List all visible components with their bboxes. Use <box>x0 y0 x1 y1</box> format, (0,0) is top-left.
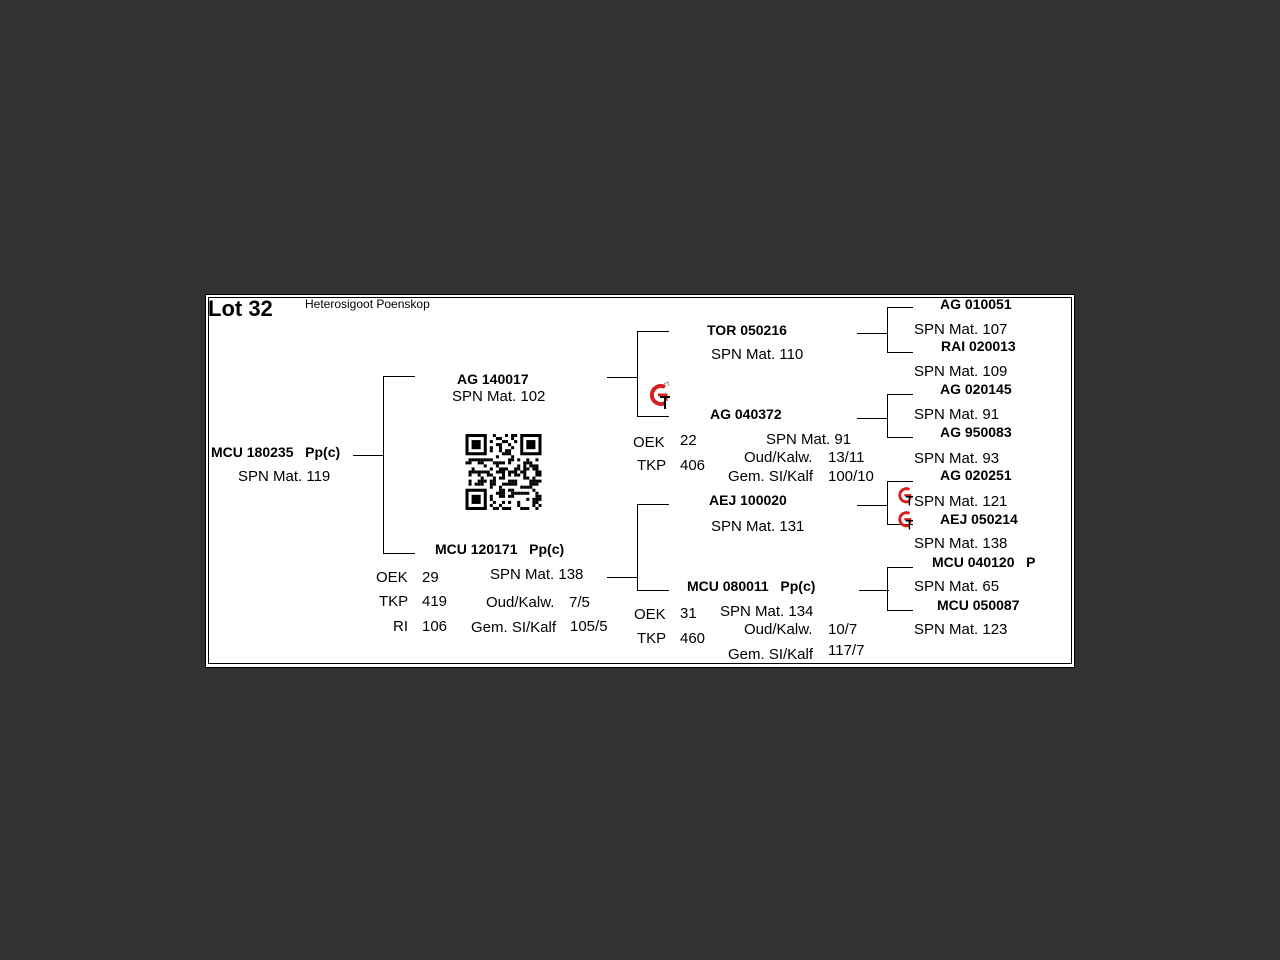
connector <box>887 481 913 482</box>
sd-tkp-value: 406 <box>680 457 706 474</box>
dd-oek-value: 31 <box>680 605 697 622</box>
dd-oek-label: OEK <box>634 606 666 623</box>
pedigree-card <box>205 294 1075 668</box>
connector <box>857 505 887 506</box>
gg-4-mat: SPN Mat. 93 <box>914 450 1000 467</box>
subject-mat: SPN Mat. 119 <box>238 468 331 485</box>
sd-tkp-label: TKP <box>637 457 667 474</box>
dam-gem-label: Gem. SI/Kalf <box>471 619 557 636</box>
dd-mat: SPN Mat. 134 <box>720 603 814 620</box>
dam-tkp-label: TKP <box>379 593 409 610</box>
dam-oud-label: Oud/Kalw. <box>486 594 555 611</box>
dam-ri-label: RI <box>393 618 408 635</box>
dd-oud-label: Oud/Kalw. <box>744 621 813 638</box>
sd-mat: SPN Mat. 91 <box>766 431 852 448</box>
gg-8-mat: SPN Mat. 123 <box>914 621 1008 638</box>
qr-code-icon <box>465 434 542 510</box>
connector <box>383 376 384 554</box>
gt-breeder-logo-icon <box>895 509 915 531</box>
gg-5-id: AG 020251 <box>940 467 1012 483</box>
dam-ri-value: 106 <box>422 618 448 635</box>
connector <box>637 331 638 417</box>
connector <box>887 307 913 308</box>
sd-id: AG 040372 <box>710 406 782 422</box>
ss-id: TOR 050216 <box>707 322 787 338</box>
dam-id: MCU 120171 Pp(c) <box>435 541 565 557</box>
dd-gem-label: Gem. SI/Kalf <box>728 646 814 663</box>
connector <box>353 455 383 456</box>
connector <box>637 416 669 417</box>
dam-tkp-value: 419 <box>422 593 448 610</box>
connector <box>383 553 415 554</box>
ss-mat: SPN Mat. 110 <box>711 346 804 363</box>
connector <box>887 394 913 395</box>
gt-breeder-logo-icon <box>646 381 672 411</box>
gg-1-id: AG 010051 <box>940 296 1012 312</box>
gg-2-mat: SPN Mat. 109 <box>914 363 1008 380</box>
dd-tkp-label: TKP <box>637 630 667 647</box>
gg-7-mat: SPN Mat. 65 <box>914 578 1000 595</box>
gg-2-id: RAI 020013 <box>941 338 1016 354</box>
connector <box>887 567 913 568</box>
gg-4-id: AG 950083 <box>940 424 1012 440</box>
connector <box>637 504 638 591</box>
connector <box>887 394 888 438</box>
gt-breeder-logo-icon <box>895 485 915 507</box>
dd-tkp-value: 460 <box>680 630 706 647</box>
sd-gem-value: 100/10 <box>828 468 874 485</box>
connector <box>637 590 669 591</box>
gg-8-id: MCU 050087 <box>937 597 1020 613</box>
dam-oud-value: 7/5 <box>569 594 590 611</box>
gg-3-mat: SPN Mat. 91 <box>914 406 1000 423</box>
lot-subtitle: Heterosigoot Poenskop <box>305 297 430 311</box>
dd-oud-value: 10/7 <box>828 621 858 638</box>
sd-oud-value: 13/11 <box>828 449 865 466</box>
gg-6-mat: SPN Mat. 138 <box>914 535 1008 552</box>
dam-oek-label: OEK <box>376 569 408 586</box>
gg-7-id: MCU 040120 P <box>932 554 1036 570</box>
gg-6-id: AEJ 050214 <box>940 511 1018 527</box>
dam-mat: SPN Mat. 138 <box>490 566 584 583</box>
sd-oek-label: OEK <box>633 434 665 451</box>
connector <box>887 481 888 525</box>
ds-id: AEJ 100020 <box>709 492 787 508</box>
sd-gem-label: Gem. SI/Kalf <box>728 468 814 485</box>
sd-oek-value: 22 <box>680 432 697 449</box>
connector <box>857 418 887 419</box>
dd-gem-value: 117/7 <box>828 642 865 659</box>
subject-id: MCU 180235 Pp(c) <box>211 444 341 460</box>
sire-mat: SPN Mat. 102 <box>452 388 546 405</box>
lot-title: Lot 32 <box>208 296 273 321</box>
connector <box>637 331 669 332</box>
gg-1-mat: SPN Mat. 107 <box>914 321 1008 338</box>
connector <box>859 590 889 591</box>
gg-5-mat: SPN Mat. 121 <box>914 493 1008 510</box>
connector <box>383 376 415 377</box>
connector <box>857 333 887 334</box>
gg-3-id: AG 020145 <box>940 381 1012 397</box>
dam-gem-value: 105/5 <box>570 618 608 635</box>
connector <box>637 504 669 505</box>
dam-oek-value: 29 <box>422 569 439 586</box>
dd-id: MCU 080011 Pp(c) <box>687 578 816 594</box>
connector <box>887 352 913 353</box>
connector <box>887 567 888 611</box>
connector <box>607 577 637 578</box>
connector <box>887 610 913 611</box>
sd-oud-label: Oud/Kalw. <box>744 449 813 466</box>
connector <box>887 307 888 353</box>
sire-id: AG 140017 <box>457 371 529 387</box>
connector <box>607 377 637 378</box>
connector <box>887 437 913 438</box>
ds-mat: SPN Mat. 131 <box>711 518 805 535</box>
